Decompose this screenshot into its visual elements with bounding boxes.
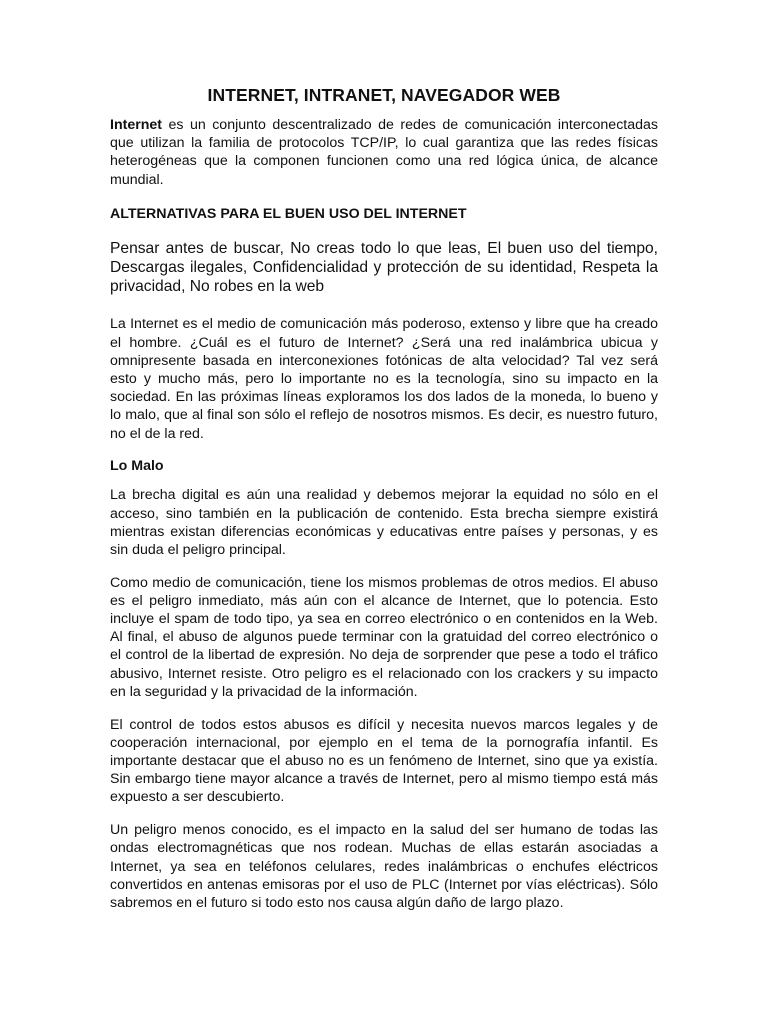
future-paragraph: La Internet es el medio de comunicación más poderoso, extenso y libre que ha creado el hombre. ¿Cuál es el futuro de Internet? ¿Será una red inalámbrica ubicua y omnipresente basada en interconexiones fotónicas de alta velocidad? Tal vez será esto y mucho más, pero lo importante no es la tecnología, sino su impacto en la sociedad. En las próximas líneas exploramos los dos lados de la moneda, lo bueno y lo malo, que al final son sólo el reflejo de nosotros mismos. Es decir, es nuestro futuro, no el de la red.: [110, 316, 658, 442]
lo-malo-paragraph-1: La brecha digital es aún una realidad y debemos mejorar la equidad no sólo en el acceso, sino también en la publicación de contenido. Esta brecha siempre existirá mientras existan diferencias económicas y educativas entre países y personas, y es sin duda el peligro principal.: [110, 487, 658, 558]
document-page: [110, 84, 658, 927]
intro-term: Internet: [110, 117, 163, 133]
lo-malo-paragraph-3: El control de todos estos abusos es difícil y necesita nuevos marcos legales y de cooperación internacional, por ejemplo en el tema de la pornografía infantil. Es importante destacar que el abuso no es un fenómeno de Internet, sino que ya existía. Sin embargo tiene mayor alcance a través de Internet, pero al mismo tiempo está más expuesto a ser descubierto.: [110, 716, 658, 806]
alternatives-paragraph: Pensar antes de buscar, No creas todo lo que leas, El buen uso del tiempo, Descargas ilegales, Confidencialidad y protección de su identidad, Respeta la privacidad, No robes en la web: [110, 239, 658, 296]
alternatives-heading: ALTERNATIVAS PARA EL BUEN USO DEL INTERNET: [110, 205, 467, 222]
lo-malo-heading: Lo Malo: [110, 458, 164, 475]
document-title: INTERNET, INTRANET, NAVEGADOR WEB: [207, 85, 561, 105]
lo-malo-paragraph-2: Como medio de comunicación, tiene los mismos problemas de otros medios. El abuso es el peligro inmediato, más aún con el alcance de Internet, que lo potencia. Esto incluye el spam de todo tipo, ya sea en correo electrónico o en contenidos en la Web. Al final, el abuso de algunos puede terminar con la gratuidad del correo electrónico o el control de la libertad de expresión. No deja de sorprender que pese a todo el tráfico abusivo, Internet resiste. Otro peligro es el relacionado con los crackers y su impacto en la seguridad y la privacidad de la información.: [110, 574, 658, 700]
intro-paragraph: [110, 116, 658, 189]
intro-text: es un conjunto descentralizado de redes de comunicación interconectadas que utilizan la familia de protocolos TCP/IP, lo cual garantiza que las redes físicas heterogéneas que la componen funcionen como una red lógica única, de alcance mundial.: [110, 117, 658, 188]
lo-malo-paragraph-4: Un peligro menos conocido, es el impacto en la salud del ser humano de todas las ondas electromagnéticas que nos rodean. Muchas de ellas estarán asociadas a Internet, ya sea en teléfonos celulares, redes inalámbricas o enchufes eléctricos convertidos en antenas emisoras por el uso de PLC (Internet por vías eléctricas). Sólo sabremos en el futuro si todo esto nos causa algún daño de largo plazo.: [110, 822, 658, 911]
